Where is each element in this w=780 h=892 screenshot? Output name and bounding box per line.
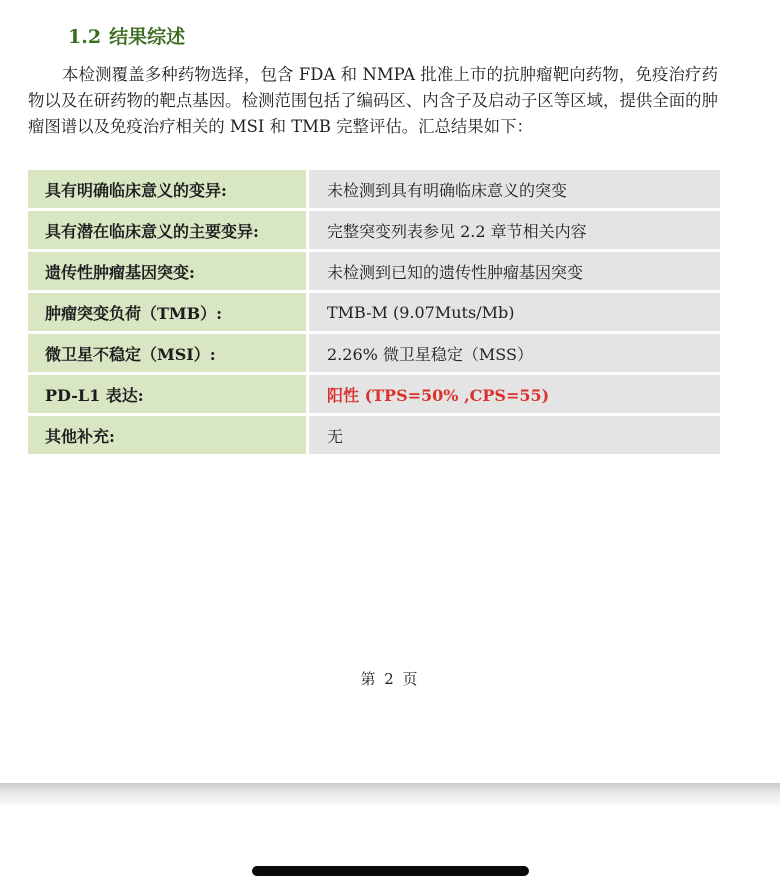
row-label-msi: 微卫星不稳定（MSI）:: [28, 334, 306, 372]
page-number: 第 2 页: [360, 670, 420, 688]
table-row: [28, 375, 720, 413]
summary-table: [28, 167, 720, 457]
row-value-potential-variants: 完整突变列表参见 2.2 章节相关内容: [309, 211, 720, 249]
table-row: [28, 334, 720, 372]
section-title-text: 结果综述: [109, 26, 186, 48]
row-value-hereditary-mutations: 未检测到已知的遗传性肿瘤基因突变: [309, 252, 720, 290]
table-row: [28, 211, 720, 249]
page-divider: [0, 783, 780, 805]
table-row: [28, 416, 720, 454]
row-value-clinical-variants: 未检测到具有明确临床意义的突变: [309, 170, 720, 208]
table-row: [28, 170, 720, 208]
row-value-tmb: TMB-M (9.07Muts/Mb): [309, 293, 720, 331]
table-row: [28, 252, 720, 290]
row-label-other: 其他补充:: [28, 416, 306, 454]
row-label-tmb: 肿瘤突变负荷（TMB）:: [28, 293, 306, 331]
section-heading: [68, 22, 185, 49]
row-value-msi: 2.26% 微卫星稳定（MSS）: [309, 334, 720, 372]
table-row: [28, 293, 720, 331]
row-label-pdl1: PD-L1 表达:: [28, 375, 306, 413]
home-indicator[interactable]: [252, 866, 529, 876]
intro-paragraph: 本检测覆盖多种药物选择，包含 FDA 和 NMPA 批准上市的抗肿瘤靶向药物，免疫治疗药物以及在研药物的靶点基因。检测范围包括了编码区、内含子及启动子区等区域，提供全面的肿瘤图谱以及免疫治疗相关的 MSI 和 TMB 完整评估。汇总结果如下：: [28, 65, 718, 136]
row-label-hereditary-mutations: 遗传性肿瘤基因突变:: [28, 252, 306, 290]
row-label-clinical-variants: 具有明确临床意义的变异:: [28, 170, 306, 208]
section-number: 1.2: [68, 26, 102, 48]
row-label-potential-variants: 具有潜在临床意义的主要变异:: [28, 211, 306, 249]
row-value-other: 无: [309, 416, 720, 454]
row-value-pdl1: 阳性 (TPS=50% ,CPS=55): [309, 375, 720, 413]
viewer-background: [0, 805, 780, 892]
